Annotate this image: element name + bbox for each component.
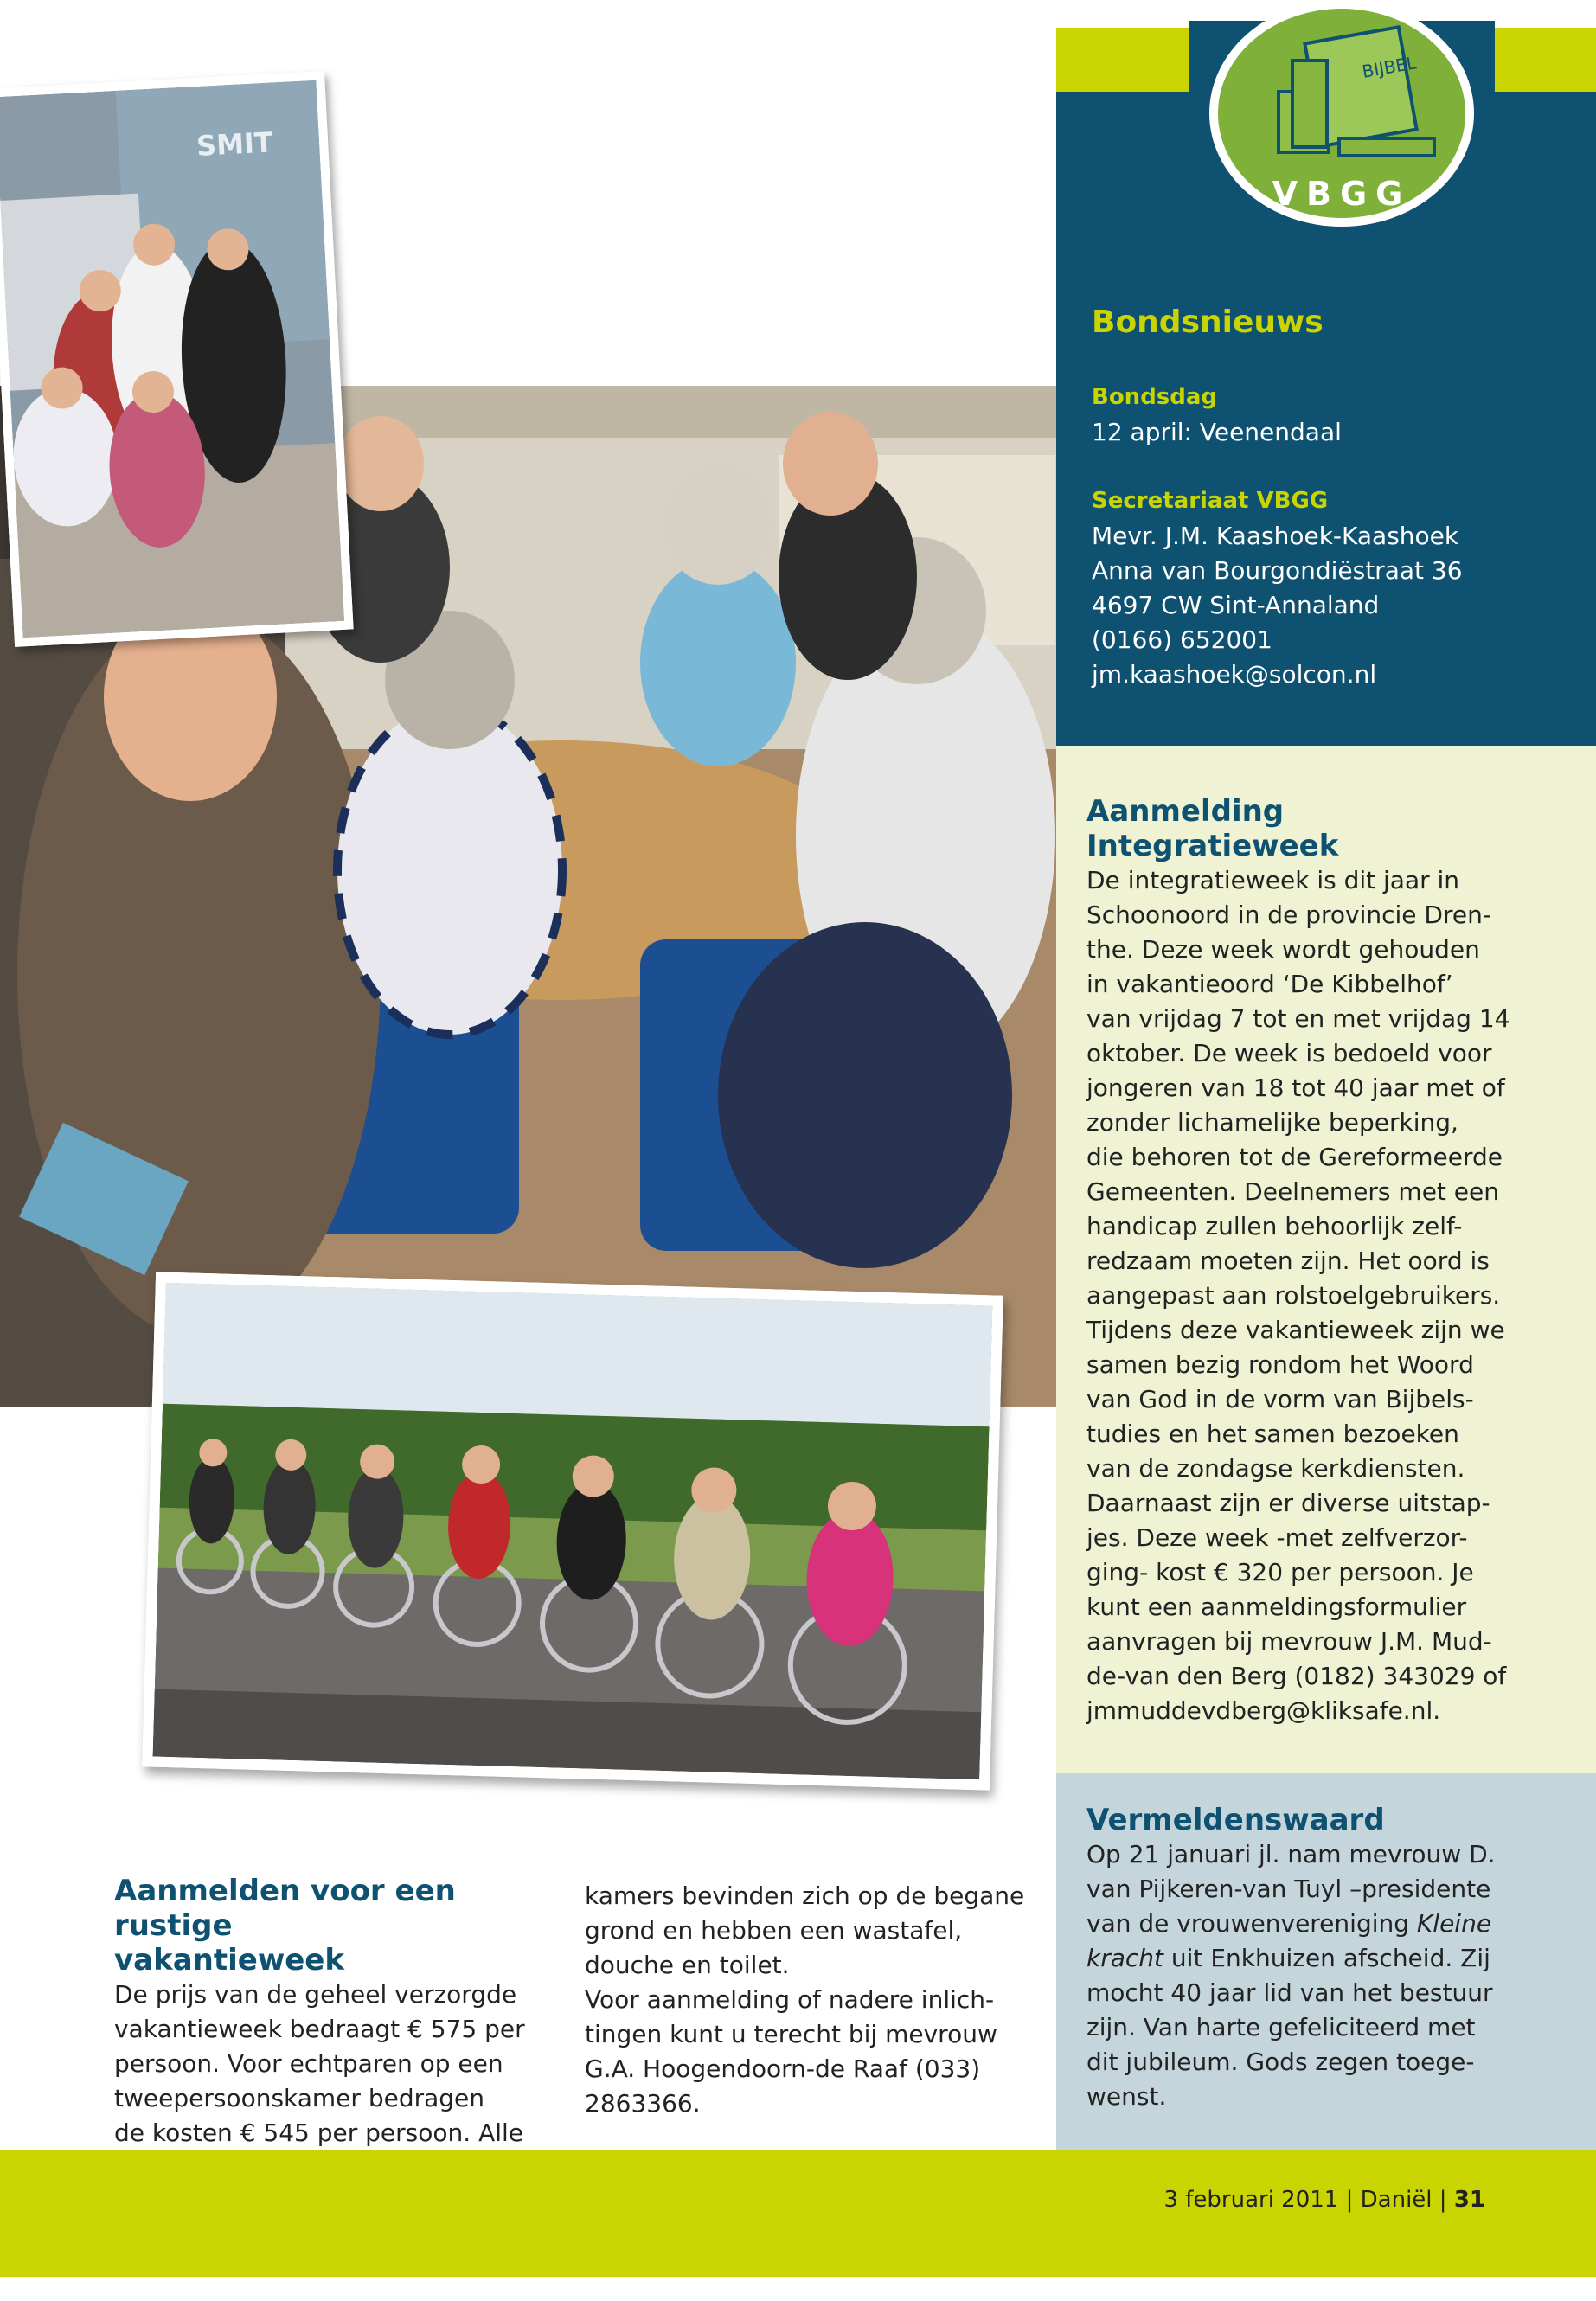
integ-line: jongeren van 18 tot 40 jaar met of	[1086, 1074, 1505, 1102]
verm-text: van de vrouwenvereniging	[1086, 1909, 1417, 1938]
verm-line: wenst.	[1086, 2082, 1167, 2111]
verm-line	[1086, 1941, 1571, 1976]
page-footer	[1163, 2187, 1485, 2213]
secretariaat-name: Mevr. J.M. Kaashoek-Kaashoek	[1092, 522, 1459, 550]
integ-line: De integratieweek is dit jaar in	[1086, 866, 1460, 894]
integ-line: die behoren tot de Gereformeerde	[1086, 1143, 1503, 1171]
footer-separator: |	[1439, 2187, 1447, 2213]
integ-line: jmmuddevdberg@kliksafe.nl.	[1086, 1696, 1441, 1725]
integratieweek-title-line2: Integratieweek	[1086, 829, 1339, 863]
integ-line: aangepast aan rolstoelgebruikers.	[1086, 1281, 1501, 1310]
group-photo-smit	[0, 71, 354, 647]
rustige-week-title-line2: vakantieweek	[114, 1943, 344, 1977]
vbgg-logo	[1209, 0, 1474, 227]
logo-bijbel-text: BIJBEL	[1360, 52, 1418, 82]
verm-line: zijn. Van harte gefeliciteerd met	[1086, 2013, 1476, 2041]
integ-line: aanvragen bij mevrouw J.M. Mud-	[1086, 1627, 1492, 1656]
footer-date: 3 februari 2011	[1163, 2187, 1339, 2213]
integ-line: handicap zullen behoorlijk zelf-	[1086, 1212, 1463, 1240]
vermeldenswaard-article	[1086, 1803, 1571, 2114]
bottom-accent-strip	[0, 2150, 1596, 2277]
integ-line: zonder lichamelijke beperking,	[1086, 1108, 1458, 1137]
integ-line: van de zondagse kerkdiensten.	[1086, 1454, 1465, 1483]
verm-italic: kracht	[1086, 1944, 1164, 1972]
rustige-line: Voor aanmelding of nadere inlich-	[585, 1985, 995, 2014]
secretariaat-street: Anna van Bourgondiëstraat 36	[1092, 556, 1463, 585]
page-number: 31	[1453, 2187, 1485, 2213]
bondsdag-value: 12 april: Veenendaal	[1092, 418, 1342, 446]
secretariaat-email: jm.kaashoek@solcon.nl	[1092, 660, 1377, 689]
verm-italic: Kleine	[1416, 1909, 1492, 1938]
integ-line: ging- kost € 320 per persoon. Je	[1086, 1558, 1474, 1586]
secretariaat-city: 4697 CW Sint-Annaland	[1092, 591, 1380, 619]
smit-sign: SMIT	[195, 125, 274, 163]
rustige-week-continued	[585, 1879, 1035, 2121]
integ-line: oktober. De week is bedoeld voor	[1086, 1039, 1492, 1067]
verm-text: uit Enkhuizen afscheid. Zij	[1163, 1944, 1490, 1972]
rustige-line: vakantieweek bedraagt € 575 per	[114, 2015, 525, 2043]
secretariaat-phone: (0166) 652001	[1092, 625, 1272, 654]
integ-line: jes. Deze week -met zelfverzor-	[1086, 1523, 1468, 1552]
rustige-line: persoon. Voor echtparen op een	[114, 2049, 503, 2078]
integratieweek-title-line1: Aanmelding	[1086, 794, 1285, 829]
integ-line: samen bezig rondom het Woord	[1086, 1350, 1474, 1379]
integ-line: Tijdens deze vakantieweek zijn we	[1086, 1316, 1505, 1344]
rustige-line: G.A. Hoogendoorn-de Raaf (033)	[585, 2054, 981, 2083]
rustige-line: 2863366.	[585, 2089, 701, 2118]
rustige-line: de kosten € 545 per persoon. Alle	[114, 2118, 524, 2147]
verm-line	[1086, 1907, 1571, 1941]
integratieweek-article	[1086, 794, 1571, 1728]
rustige-week-title-line1: Aanmelden voor een rustige	[114, 1874, 456, 1943]
integ-line: van God in de vorm van Bijbels-	[1086, 1385, 1474, 1413]
verm-line: Op 21 januari jl. nam mevrouw D.	[1086, 1840, 1496, 1868]
verm-line: dit jubileum. Gods zegen toege-	[1086, 2048, 1475, 2076]
integ-line: redzaam moeten zijn. Het oord is	[1086, 1247, 1490, 1275]
logo-name: VBGG	[1272, 175, 1412, 213]
integ-line: van vrijdag 7 tot en met vrijdag 14	[1086, 1004, 1510, 1033]
integ-line: de-van den Berg (0182) 343029 of	[1086, 1662, 1507, 1690]
rustige-line: tweepersoonskamer bedragen	[114, 2084, 485, 2112]
rustige-line: De prijs van de geheel verzorgde	[114, 1980, 517, 2009]
rustige-line: grond en hebben een wastafel,	[585, 1916, 963, 1945]
rustige-line: kamers bevinden zich op de begane	[585, 1881, 1025, 1910]
footer-separator: |	[1345, 2187, 1354, 2213]
integ-line: in vakantieoord ‘De Kibbelhof’	[1086, 970, 1453, 998]
integ-line: the. Deze week wordt gehouden	[1086, 935, 1480, 964]
wheelchair-group-photo	[142, 1272, 1003, 1790]
integ-line: kunt een aanmeldingsformulier	[1086, 1593, 1467, 1621]
bondsdag-label: Bondsdag	[1092, 384, 1218, 410]
vermeldenswaard-title: Vermeldenswaard	[1086, 1803, 1385, 1837]
secretariaat-label: Secretariaat VBGG	[1092, 488, 1329, 514]
rustige-line: tingen kunt u terecht bij mevrouw	[585, 2020, 997, 2048]
footer-magazine: Daniël	[1360, 2187, 1433, 2213]
integ-line: tudies en het samen bezoeken	[1086, 1420, 1459, 1448]
integ-line: Gemeenten. Deelnemers met een	[1086, 1177, 1499, 1206]
rustige-line: douche en toilet.	[585, 1951, 790, 1979]
bondsnieuws-title: Bondsnieuws	[1092, 304, 1324, 340]
verm-line: mocht 40 jaar lid van het bestuur	[1086, 1978, 1493, 2007]
rustige-week-article	[114, 1874, 564, 2150]
verm-line: van Pijkeren-van Tuyl –presidente	[1086, 1875, 1491, 1903]
integ-line: Schoonoord in de provincie Dren-	[1086, 901, 1491, 929]
integ-line: Daarnaast zijn er diverse uitstap-	[1086, 1489, 1490, 1517]
